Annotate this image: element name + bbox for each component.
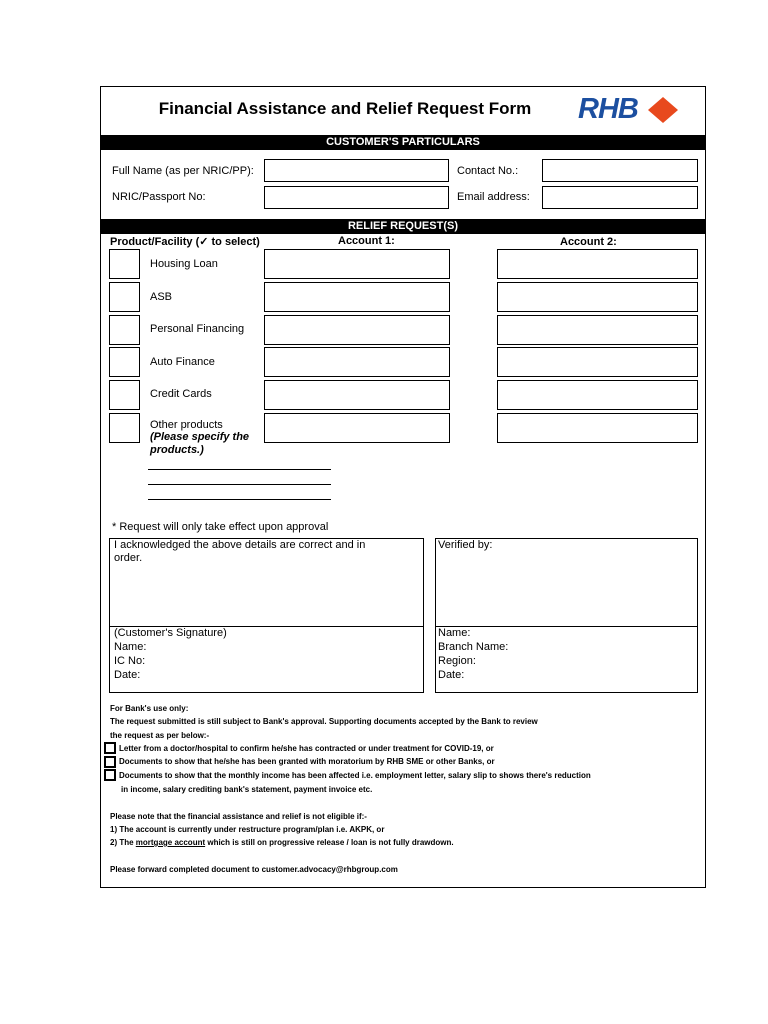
nric-field[interactable] <box>264 186 449 209</box>
specify-line[interactable] <box>148 469 331 470</box>
approval-note: * Request will only take effect upon approval <box>112 521 329 533</box>
doc-moratorium: Documents to show that he/she has been granted with moratorium by RHB SME or other Banks, or <box>119 757 495 766</box>
rhb-logo <box>578 93 690 127</box>
account1-field[interactable] <box>264 347 450 377</box>
acknowledge-text: I acknowledged the above details are correct and in order. <box>114 539 366 564</box>
section-customer-particulars: CUSTOMER'S PARTICULARS <box>100 135 706 150</box>
account1-field[interactable] <box>264 380 450 410</box>
product-label: Other products <box>150 419 223 431</box>
verification-divider <box>435 626 698 627</box>
forward-instruction: Please forward completed document to customer.advocacy@rhbgroup.com <box>110 865 398 874</box>
checkbox-other-products[interactable] <box>109 413 140 443</box>
region-label: Region: <box>438 655 476 667</box>
form-title: Financial Assistance and Relief Request Form <box>158 99 532 118</box>
branch-name-label: Branch Name: <box>438 641 509 653</box>
checkbox-personal-financing[interactable] <box>109 315 140 345</box>
customer-date-label: Date: <box>114 669 141 681</box>
doc-income-affected: Documents to show that the monthly income has been affected i.e. employment letter, salary slip to shows there's reduction <box>119 771 591 780</box>
doc-doctor-letter: Letter from a doctor/hospital to confirm he/she has contracted or under treatment for COVID-19, or <box>119 744 494 753</box>
account1-field[interactable] <box>264 315 450 345</box>
not-eligible-heading: Please note that the financial assistance and relief is not eligible if:- <box>110 812 367 821</box>
account2-field[interactable] <box>497 347 698 377</box>
doc-checkbox-moratorium[interactable] <box>104 756 116 768</box>
verified-by-label: Verified by: <box>438 539 493 551</box>
account1-field[interactable] <box>264 282 450 312</box>
email-field[interactable] <box>542 186 698 209</box>
logo-text: RHB <box>578 93 638 125</box>
contact-label: Contact No.: <box>457 165 519 177</box>
contact-field[interactable] <box>542 159 698 182</box>
checkbox-asb[interactable] <box>109 282 140 312</box>
condition-mortgage-post: which is still on progressive release / loan is not fully drawdown. <box>205 838 454 847</box>
customer-signature-label: (Customer's Signature) <box>114 627 227 639</box>
doc-checkbox-income-affected[interactable] <box>104 769 116 781</box>
bank-use-intro-cont: the request as per below:- <box>110 731 210 740</box>
doc-income-affected-cont: in income, salary crediting bank's statement, payment invoice etc. <box>121 785 373 794</box>
account2-field[interactable] <box>497 413 698 443</box>
checkbox-housing-loan[interactable] <box>109 249 140 279</box>
checkbox-auto-finance[interactable] <box>109 347 140 377</box>
specify-line[interactable] <box>148 499 331 500</box>
account2-header: Account 2: <box>560 236 617 248</box>
account1-field[interactable] <box>264 249 450 279</box>
product-header: Product/Facility (✓ to select) <box>110 236 260 248</box>
verification-box <box>435 538 698 693</box>
bank-use-intro: The request submitted is still subject to Bank's approval. Supporting documents accepted by the Bank to review <box>110 717 538 726</box>
doc-checkbox-doctor-letter[interactable] <box>104 742 116 754</box>
product-label: Housing Loan <box>150 258 218 270</box>
condition-mortgage-pre: 2) The <box>110 838 136 847</box>
account2-field[interactable] <box>497 249 698 279</box>
mortgage-account-link[interactable]: mortgage account <box>135 838 206 847</box>
account1-field[interactable] <box>264 413 450 443</box>
product-label: Credit Cards <box>150 388 212 400</box>
account2-field[interactable] <box>497 282 698 312</box>
email-label: Email address: <box>457 191 530 203</box>
other-products-note: (Please specify the products.) <box>150 431 250 456</box>
section-relief-request: RELIEF REQUEST(S) <box>100 219 706 234</box>
product-label: ASB <box>150 291 173 303</box>
product-label: Personal Financing <box>150 323 245 335</box>
verifier-name-label: Name: <box>438 627 471 639</box>
account1-header: Account 1: <box>338 235 395 247</box>
product-label: Auto Finance <box>150 356 215 368</box>
account2-field[interactable] <box>497 315 698 345</box>
verifier-date-label: Date: <box>438 669 465 681</box>
full-name-label: Full Name (as per NRIC/PP): <box>112 165 254 177</box>
condition-restructure: 1) The account is currently under restructure program/plan i.e. AKPK, or <box>110 825 385 834</box>
customer-name-label: Name: <box>114 641 147 653</box>
customer-ic-label: IC No: <box>114 655 146 667</box>
specify-line[interactable] <box>148 484 331 485</box>
full-name-field[interactable] <box>264 159 449 182</box>
condition-mortgage <box>110 838 454 847</box>
account2-field[interactable] <box>497 380 698 410</box>
diamond-icon <box>648 97 678 123</box>
checkbox-credit-cards[interactable] <box>109 380 140 410</box>
nric-label: NRIC/Passport No: <box>112 191 206 203</box>
bank-use-heading: For Bank's use only: <box>110 704 189 713</box>
